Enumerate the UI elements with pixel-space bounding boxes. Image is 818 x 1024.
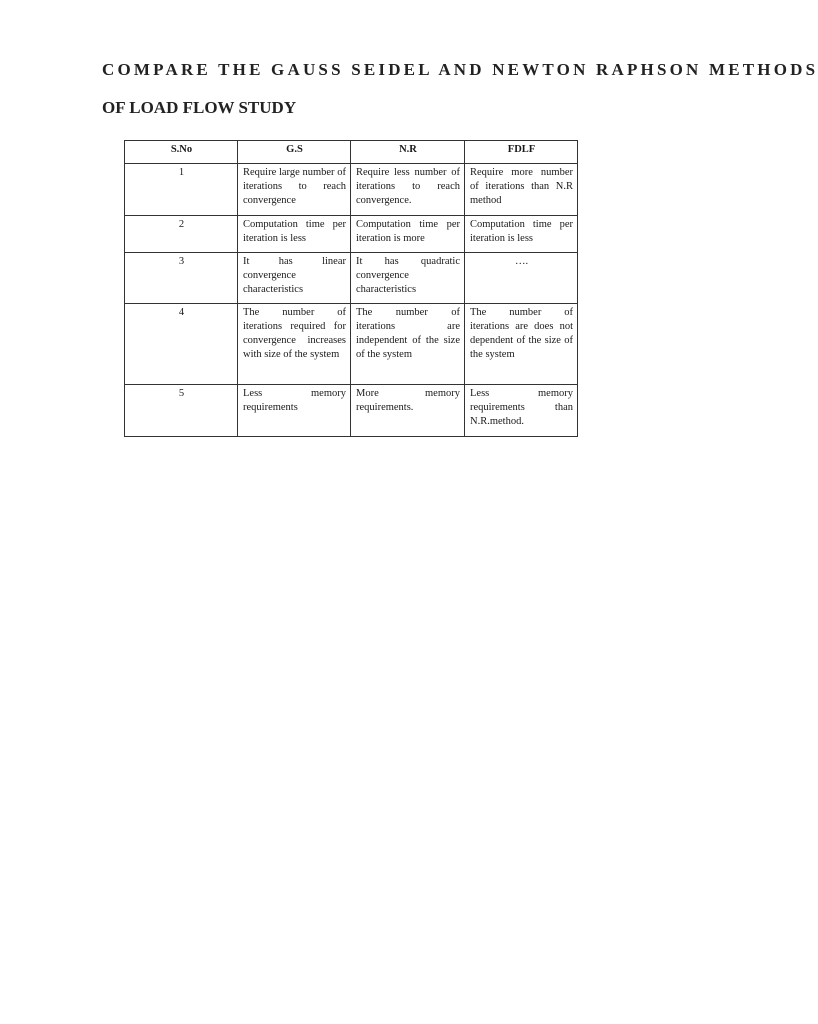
cell-gs: Less memory requirements [238,385,351,437]
cell-gs: The number of iterations required for convergence increases with size of the system [238,304,351,385]
title-line-1: COMPARE THE GAUSS SEIDEL AND NEWTON RAPHSON METHODS [102,60,818,79]
cell-gs: It has linear convergence characteristics [238,253,351,304]
title-line-1-clipped [102,60,818,92]
table-row [125,385,578,437]
cell-nr: Require less number of iterations to reach convergence. [351,164,465,216]
header-gs: G.S [238,141,351,164]
cell-nr: More memory requirements. [351,385,465,437]
table-row [125,216,578,253]
table-row [125,164,578,216]
header-nr: N.R [351,141,465,164]
cell-fdlf: The number of iterations are does not dependent of the size of the system [465,304,578,385]
cell-sno: 5 [125,385,238,437]
cell-sno: 2 [125,216,238,253]
table-header-row [125,141,578,164]
cell-sno: 4 [125,304,238,385]
cell-nr: Computation time per iteration is more [351,216,465,253]
cell-nr: The number of iterations are independent of the size of the system [351,304,465,385]
cell-fdlf: Require more number of iterations than N.R method [465,164,578,216]
cell-sno: 1 [125,164,238,216]
comparison-table [124,140,578,437]
cell-sno: 3 [125,253,238,304]
table-row [125,304,578,385]
title-line-2: OF LOAD FLOW STUDY [102,98,297,117]
cell-fdlf: Less memory requirements than N.R.method. [465,385,578,437]
cell-fdlf: Computation time per iteration is less [465,216,578,253]
header-sno: S.No [125,141,238,164]
cell-nr: It has quadratic convergence characteristics [351,253,465,304]
table-row [125,253,578,304]
header-fdlf: FDLF [465,141,578,164]
cell-fdlf: …. [465,253,578,304]
cell-gs: Computation time per iteration is less [238,216,351,253]
cell-gs: Require large number of iterations to reach convergence [238,164,351,216]
